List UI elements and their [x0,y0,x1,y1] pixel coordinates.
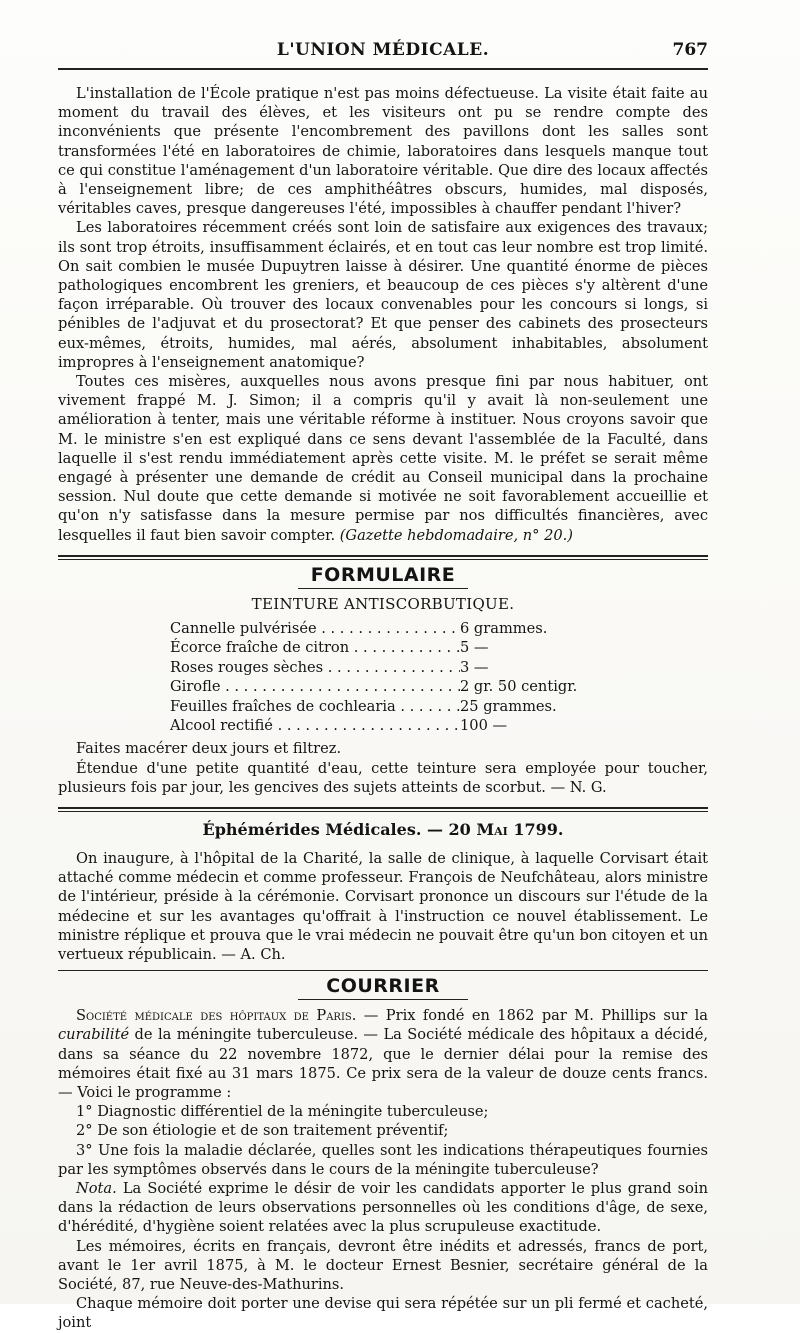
intro-citation: (Gazette hebdomadaire, n° 20.) [339,526,573,544]
ingredient-name: Feuilles fraîches de cochlearia . . . [170,697,460,716]
ingredient-name: Roses rouges sèches . . . [170,658,460,677]
ephemerides-heading [58,820,708,839]
ingredient-row [170,716,708,735]
nota-label: Nota. [76,1179,117,1197]
nota-text: La Société exprime le désir de voir les candidats apporter le plus grand soin dans la rédaction de leurs observations personnelles où les conditions d'âge, de sexe, d'hérédité, d'hygiène soient relatées avec la plus scrupuleuse exactitude. [58,1179,708,1236]
curabilite-word: curabilité [58,1026,130,1044]
ingredient-amount: 5 — [460,639,489,657]
nota-paragraph [58,1179,708,1237]
ingredient-name: Cannelle pulvérisée . . . [170,619,460,638]
heading-underline [298,999,468,1000]
courrier-intro-b: de la méningite tuberculeuse. — La Société médicale des hôpitaux a décidé, dans sa séance du 22 novembre 1872, que le dernier délai pour la remise des mémoires était fixé au 31 mars 1875. Ce prix sera de la valeur de douze cents francs. — Voici le programme : [58,1026,708,1101]
ingredient-name: Girofle . . . [170,677,460,696]
journal-title: L'UNION MÉDICALE. [276,40,490,60]
formulaire-heading: FORMULAIRE [310,563,456,586]
intro-paragraph-2: Les laboratoires récemment créés sont loin de satisfaire aux exigences des travaux; ils sont trop étroits, insuffisamment éclairés, et en tout cas leur nombre est trop limité. On sait combien le musée Dupuytren laisse à désirer. Une quantité énorme de pièces pathologiques encombrent les greniers, et beaucoup de ces pièces s'y altèrent d'une façon irréparable. Où trouver des locaux convenables pour les concours si longs, si pénibles de l'adjuvat et du prosectorat? Et que penser des cabinets des prosecteurs eux-mêmes, étroits, humides, mal aérés, absolument inhabitables, absolument impropres à l'enseignement anatomique? [58,219,708,371]
memoires-paragraph: Les mémoires, écrits en français, devront être inédits et adressés, francs de port, avant le 1er avril 1875, à M. le docteur Ernest Besnier, secrétaire général de la Société, 87, rue Neuve-des-Mathurins. [58,1237,708,1293]
intro-article [58,84,708,545]
ingredient-name: Écorce fraîche de citron . . . [170,638,460,657]
ingredient-amount: 6 grammes. [460,619,548,637]
intro-paragraph-3-text: Toutes ces misères, auxquelles nous avons presque fini par nous habituer, ont vivement frappé M. J. Simon; il a compris qu'il y avait là non-seulement une amélioration à tenter, mais une véritable réforme à instituer. Nous croyons savoir que M. le ministre s'en est expliqué dans ce sens devant l'assemblée de la Faculté, dans laquelle il s'est rendu immédiatement après cette visite. M. le préfet se serait même engagé à présenter une demande de crédit au Conseil municipal dans la prochaine session. Nul doute que cette demande si motivée ne soit favorablement accueillie et qu'on n'y satisfasse dans la mesure permise par nos difficultés financières, avec lesquelles il faut bien savoir compter. [58,373,708,544]
recipe-ingredients [170,619,708,735]
ingredient-name: Alcool rectifié . . . [170,716,460,735]
ephemerides-section [58,820,708,964]
section-rule [58,555,708,560]
courrier-section [58,975,708,1332]
society-name: Société médicale des hôpitaux de Paris. [76,1007,357,1025]
ephemerides-date: — 20 Mai 1799. [426,819,564,839]
recipe-instruction-2: Étendue d'une petite quantité d'eau, cette teinture sera employée pour toucher, plusieurs fois par jour, les gencives des sujets atteints de scorbut. — N. G. [58,759,708,796]
recipe-instruction-1: Faites macérer deux jours et filtrez. [76,740,342,758]
devise-paragraph: Chaque mémoire doit porter une devise qui sera répétée sur un pli fermé et cacheté, joint [58,1295,708,1332]
program-item-3: 3° Une fois la maladie déclarée, quelles sont les indications thérapeutiques fournies par les symptômes observés dans le cours de la méningite tuberculeuse? [58,1141,708,1178]
running-head [58,38,708,70]
program-item-2: 2° De son étiologie et de son traitement préventif; [76,1122,449,1140]
ephemerides-text: On inaugure, à l'hôpital de la Charité, la salle de clinique, à laquelle Corvisart était attaché comme médecin et comme professeur. François de Neufchâteau, alors ministre de l'intérieur, préside à la cérémonie. Corvisart prononce un discours sur l'étude de la médecine et sur les avantages qu'offrait à l'instruction ce nouvel établissement. Le ministre réplique et prouva que le vrai médecin ne pouvait être qu'un bon citoyen et un vertueux républicain. — A. Ch. [58,849,709,963]
ingredient-row [170,697,708,716]
program-item-1: 1° Diagnostic différentiel de la méningite tuberculeuse; [76,1103,489,1121]
ingredient-amount: 3 — [460,658,489,676]
ingredient-amount: 25 grammes. [460,697,557,715]
courrier-heading: COURRIER [326,975,440,998]
formulaire-section [58,564,708,797]
ingredient-amount: 100 — [460,716,508,734]
ephemerides-title: Éphémérides Médicales. [202,819,422,839]
page-number: 767 [672,40,708,60]
section-rule [58,807,708,812]
ingredient-row [170,677,708,696]
intro-paragraph-3 [58,372,708,545]
heading-underline [298,588,468,589]
ingredient-row [170,619,708,638]
ingredient-row [170,638,708,657]
recipe-title: TEINTURE ANTISCORBUTIQUE. [251,594,515,613]
courrier-intro [58,1006,708,1102]
intro-paragraph-1: L'installation de l'École pratique n'est pas moins défectueuse. La visite était faite au moment du travail des élèves, et les visiteurs ont pu se rendre compte des inconvénients que présente l'encombrement des pavillons dont les salles sont transformées l'été en laboratoires de chimie, laboratoires dans lesquels manque tout ce qui constitue l'aménagement d'un laboratoire véritable. Que dire des locaux affectés à l'enseignement libre; de ces amphithéâtres obscurs, humides, mal disposés, véritables caves, presque dangereuses l'été, impossibles à chauffer pendant l'hiver? [58,85,708,218]
ingredient-row [170,658,708,677]
courrier-intro-a: — Prix fondé en 1862 par M. Phillips sur la [356,1007,708,1025]
ingredient-amount: 2 gr. 50 centigr. [460,678,578,696]
section-rule [58,970,708,971]
